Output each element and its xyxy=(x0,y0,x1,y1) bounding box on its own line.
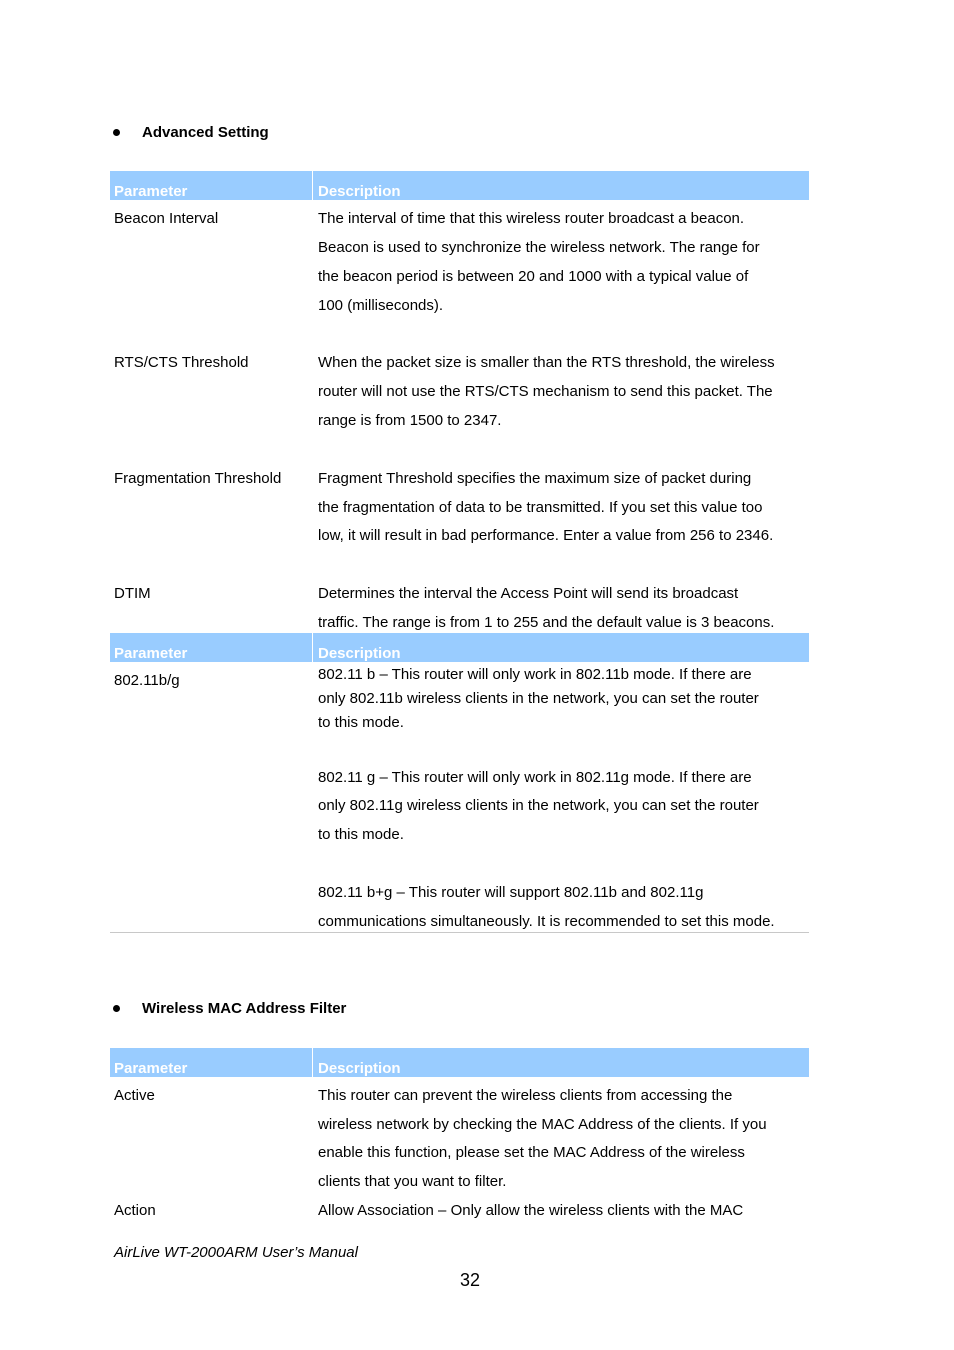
header-divider xyxy=(312,633,313,662)
desc-line: When the packet size is smaller than the RTS threshold, the wireless xyxy=(318,354,775,371)
param-action: Action xyxy=(114,1202,156,1219)
desc-line: the fragmentation of data to be transmitted. If you set this value too xyxy=(318,499,763,516)
section-heading-advanced xyxy=(113,124,269,141)
desc-line: range is from 1500 to 2347. xyxy=(318,412,502,429)
desc-line: 802.11 b – This router will only work in 802.11b mode. If there are xyxy=(318,666,752,683)
desc-line: This router can prevent the wireless clients from accessing the xyxy=(318,1087,733,1104)
desc-line: wireless network by checking the MAC Address of the clients. If you xyxy=(318,1116,767,1133)
header-parameter: Parameter xyxy=(114,183,188,200)
desc-line: only 802.11g wireless clients in the network, you can set the router xyxy=(318,797,759,814)
desc-line: 802.11 g – This router will only work in 802.11g mode. If there are xyxy=(318,769,752,786)
table-header xyxy=(110,633,809,662)
desc-line: Allow Association – Only allow the wireless clients with the MAC xyxy=(318,1202,744,1219)
header-parameter: Parameter xyxy=(114,1060,188,1077)
header-description: Description xyxy=(318,1060,401,1077)
desc-line: communications simultaneously. It is recommended to set this mode. xyxy=(318,913,775,930)
desc-line: the beacon period is between 20 and 1000 with a typical value of xyxy=(318,268,749,285)
desc-line: low, it will result in bad performance. Enter a value from 256 to 2346. xyxy=(318,527,774,544)
desc-line: to this mode. xyxy=(318,826,404,843)
header-divider xyxy=(312,1048,313,1077)
param-active: Active xyxy=(114,1087,155,1104)
param-dtim: DTIM xyxy=(114,585,151,602)
param-802-11bg: 802.11b/g xyxy=(114,672,180,689)
param-rts-cts-threshold: RTS/CTS Threshold xyxy=(114,354,249,371)
param-fragmentation-threshold: Fragmentation Threshold xyxy=(114,470,282,487)
desc-line: Fragment Threshold specifies the maximum size of packet during xyxy=(318,470,752,487)
table-header xyxy=(110,1048,809,1077)
page-number: 32 xyxy=(460,1270,481,1290)
desc-line: only 802.11b wireless clients in the network, you can set the router xyxy=(318,690,759,707)
header-description: Description xyxy=(318,645,401,662)
desc-line: enable this function, please set the MAC Address of the wireless xyxy=(318,1144,745,1161)
section-title: Wireless MAC Address Filter xyxy=(142,1000,347,1017)
table-bottom-rule xyxy=(110,932,809,933)
desc-line: Beacon is used to synchronize the wireless network. The range for xyxy=(318,239,760,256)
desc-line: Determines the interval the Access Point will send its broadcast xyxy=(318,585,739,602)
param-beacon-interval: Beacon Interval xyxy=(114,210,219,227)
bullet-icon xyxy=(113,1005,120,1012)
footer-manual-title: AirLive WT-2000ARM User’s Manual xyxy=(114,1244,358,1261)
desc-line: clients that you want to filter. xyxy=(318,1173,507,1190)
desc-line: 802.11 b+g – This router will support 802.11b and 802.11g xyxy=(318,884,704,901)
header-parameter: Parameter xyxy=(114,645,188,662)
desc-line: The interval of time that this wireless router broadcast a beacon. xyxy=(318,210,745,227)
header-divider xyxy=(312,171,313,200)
section-title: Advanced Setting xyxy=(142,124,269,141)
desc-line: router will not use the RTS/CTS mechanism to send this packet. The xyxy=(318,383,773,400)
header-description: Description xyxy=(318,183,401,200)
bullet-icon xyxy=(113,129,120,136)
section-heading-mac-filter xyxy=(113,1000,346,1017)
desc-line: traffic. The range is from 1 to 255 and the default value is 3 beacons. xyxy=(318,614,775,631)
table-header xyxy=(110,171,809,200)
desc-line: to this mode. xyxy=(318,714,404,731)
desc-line: 100 (milliseconds). xyxy=(318,297,444,314)
